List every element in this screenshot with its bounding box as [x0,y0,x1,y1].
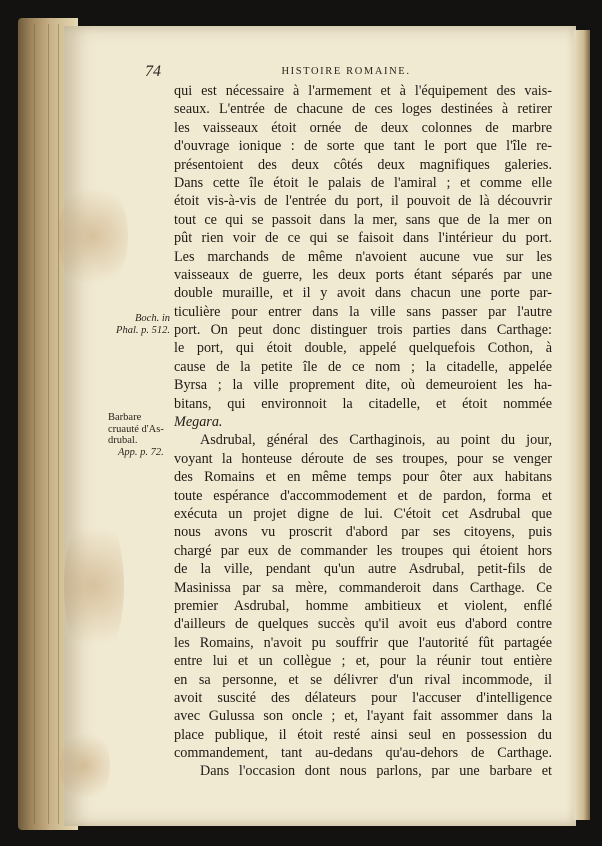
page-number: 74 [145,63,161,80]
text-line: Dans l'occasion dont nous parlons, par une barbare et [200,763,552,780]
page-edge-line [48,24,49,824]
margin-note-line: Barbare [108,412,142,423]
text-line: port. On peut donc distinguer trois parties dans Carthage: [174,322,552,339]
running-title: HISTOIRE ROMAINE. [281,66,411,77]
margin-note-line: Boch. in [135,313,170,324]
text-line: vaisseaux de guerre, les deux ports étant séparés par une [174,266,552,283]
foxing-stain [60,726,110,806]
text-line: chargé par eux de commander les troupes qui étoient hors [174,542,552,559]
text-line: Dans cette île étoit le palais de l'amiral ; et comme elle [174,174,552,191]
body-text [174,82,552,781]
text-line: place publique, il étoit resté ainsi seul en possession du [174,726,552,743]
facing-page-edge [574,30,590,820]
text-line: Asdrubal, général des Carthaginois, au point du jour, [200,432,552,449]
text-line: exécuta un projet digne de lui. C'étoit cet Asdrubal que [174,505,552,522]
foxing-stain [58,176,128,296]
margin-note-line: drubal. [108,435,138,446]
text-line: Megara. [174,414,223,431]
text-line: commandement, tant au-dedans qu'au-dehors de Carthage. [174,745,552,762]
text-line: bitans, qui environnoit la citadelle, et étoit nommée [174,395,552,412]
text-line: double muraille, et il y avoit dans chacun une porte par- [174,285,552,302]
text-line: seaux. L'entrée de chacune de ces loges destinées à retirer [174,101,552,118]
text-line: nous avons vu proscrit d'abord par ses citoyens, puis [174,524,552,541]
text-line: les vaisseaux étoit ornée de deux colonnes de marbre [174,119,552,136]
text-line: en sa personne, et se délivrer d'un rival incommode, il [174,671,552,688]
text-line: les Romains, n'avoit pu souffrir que l'autorité fût partagée [174,634,552,651]
text-line: entre lui et un collègue ; et, pour la réunir tout entière [174,653,552,670]
text-line: le port, qui étoit double, appelé quelquefois Cothon, à [174,340,552,357]
page-edge-line [58,24,59,824]
text-line: avec Gulussa son oncle ; et, l'ayant fait assommer dans la [174,708,552,725]
margin-note-line: App. p. 72. [118,446,164,458]
text-line: qui est nécessaire à l'armement et à l'équipement des vais- [174,83,552,99]
margin-note-barbare [108,412,174,458]
text-line: avoit suscité des délateurs pour l'accuser d'intelligence [174,689,552,706]
text-line: premier Asdrubal, homme ambitieux et violent, enflé [174,597,552,614]
text-line: cause de la petite île de ce nom ; la citadelle, appelée [174,358,552,375]
margin-note-boch [108,313,170,336]
text-line: d'ouvrage ionique : de sorte que tant le port que l'île re- [174,138,552,155]
text-line: Les marchands de même n'avoient aucune vue sur les [174,248,552,265]
page-edge-line [34,24,35,824]
text-line: d'ailleurs de quelques succès qu'il avoit eus d'abord contre [174,616,552,633]
text-line: toute espérance d'accommodement et de pardon, forma et [174,487,552,504]
text-line: de la ville, pendant qu'un autre Asdrubal, petit-fils de [174,561,552,578]
margin-note-line: cruauté d'As- [108,423,164,435]
text-line: des Romains et en même temps pour ôter aux habitans [174,469,552,486]
margin-note-line: Phal. p. 512. [116,324,170,336]
foxing-stain [64,506,124,666]
page-header [145,63,547,83]
text-line: ticulière pour entrer dans la ville sans passer par l'autre [174,303,552,320]
text-line: Byrsa ; la ville proprement dite, où demeuroient les ha- [174,377,552,394]
text-line: pût rien voir de ce qui se faisoit dans l'intérieur du port. [174,230,552,247]
text-line: voyant la honteuse déroute de ses troupes, pour se venger [174,450,552,467]
text-line: Masinissa par sa mère, commanderoit dans Carthage. Ce [174,579,552,596]
text-line: présentoient des deux côtés deux magnifiques galeries. [174,156,552,173]
text-line: tout ce qui se passoit dans la mer, sans que de la mer on [174,211,552,228]
text-line: étoit vis-à-vis de l'entrée du port, il pouvoit de là découvrir [174,193,552,210]
